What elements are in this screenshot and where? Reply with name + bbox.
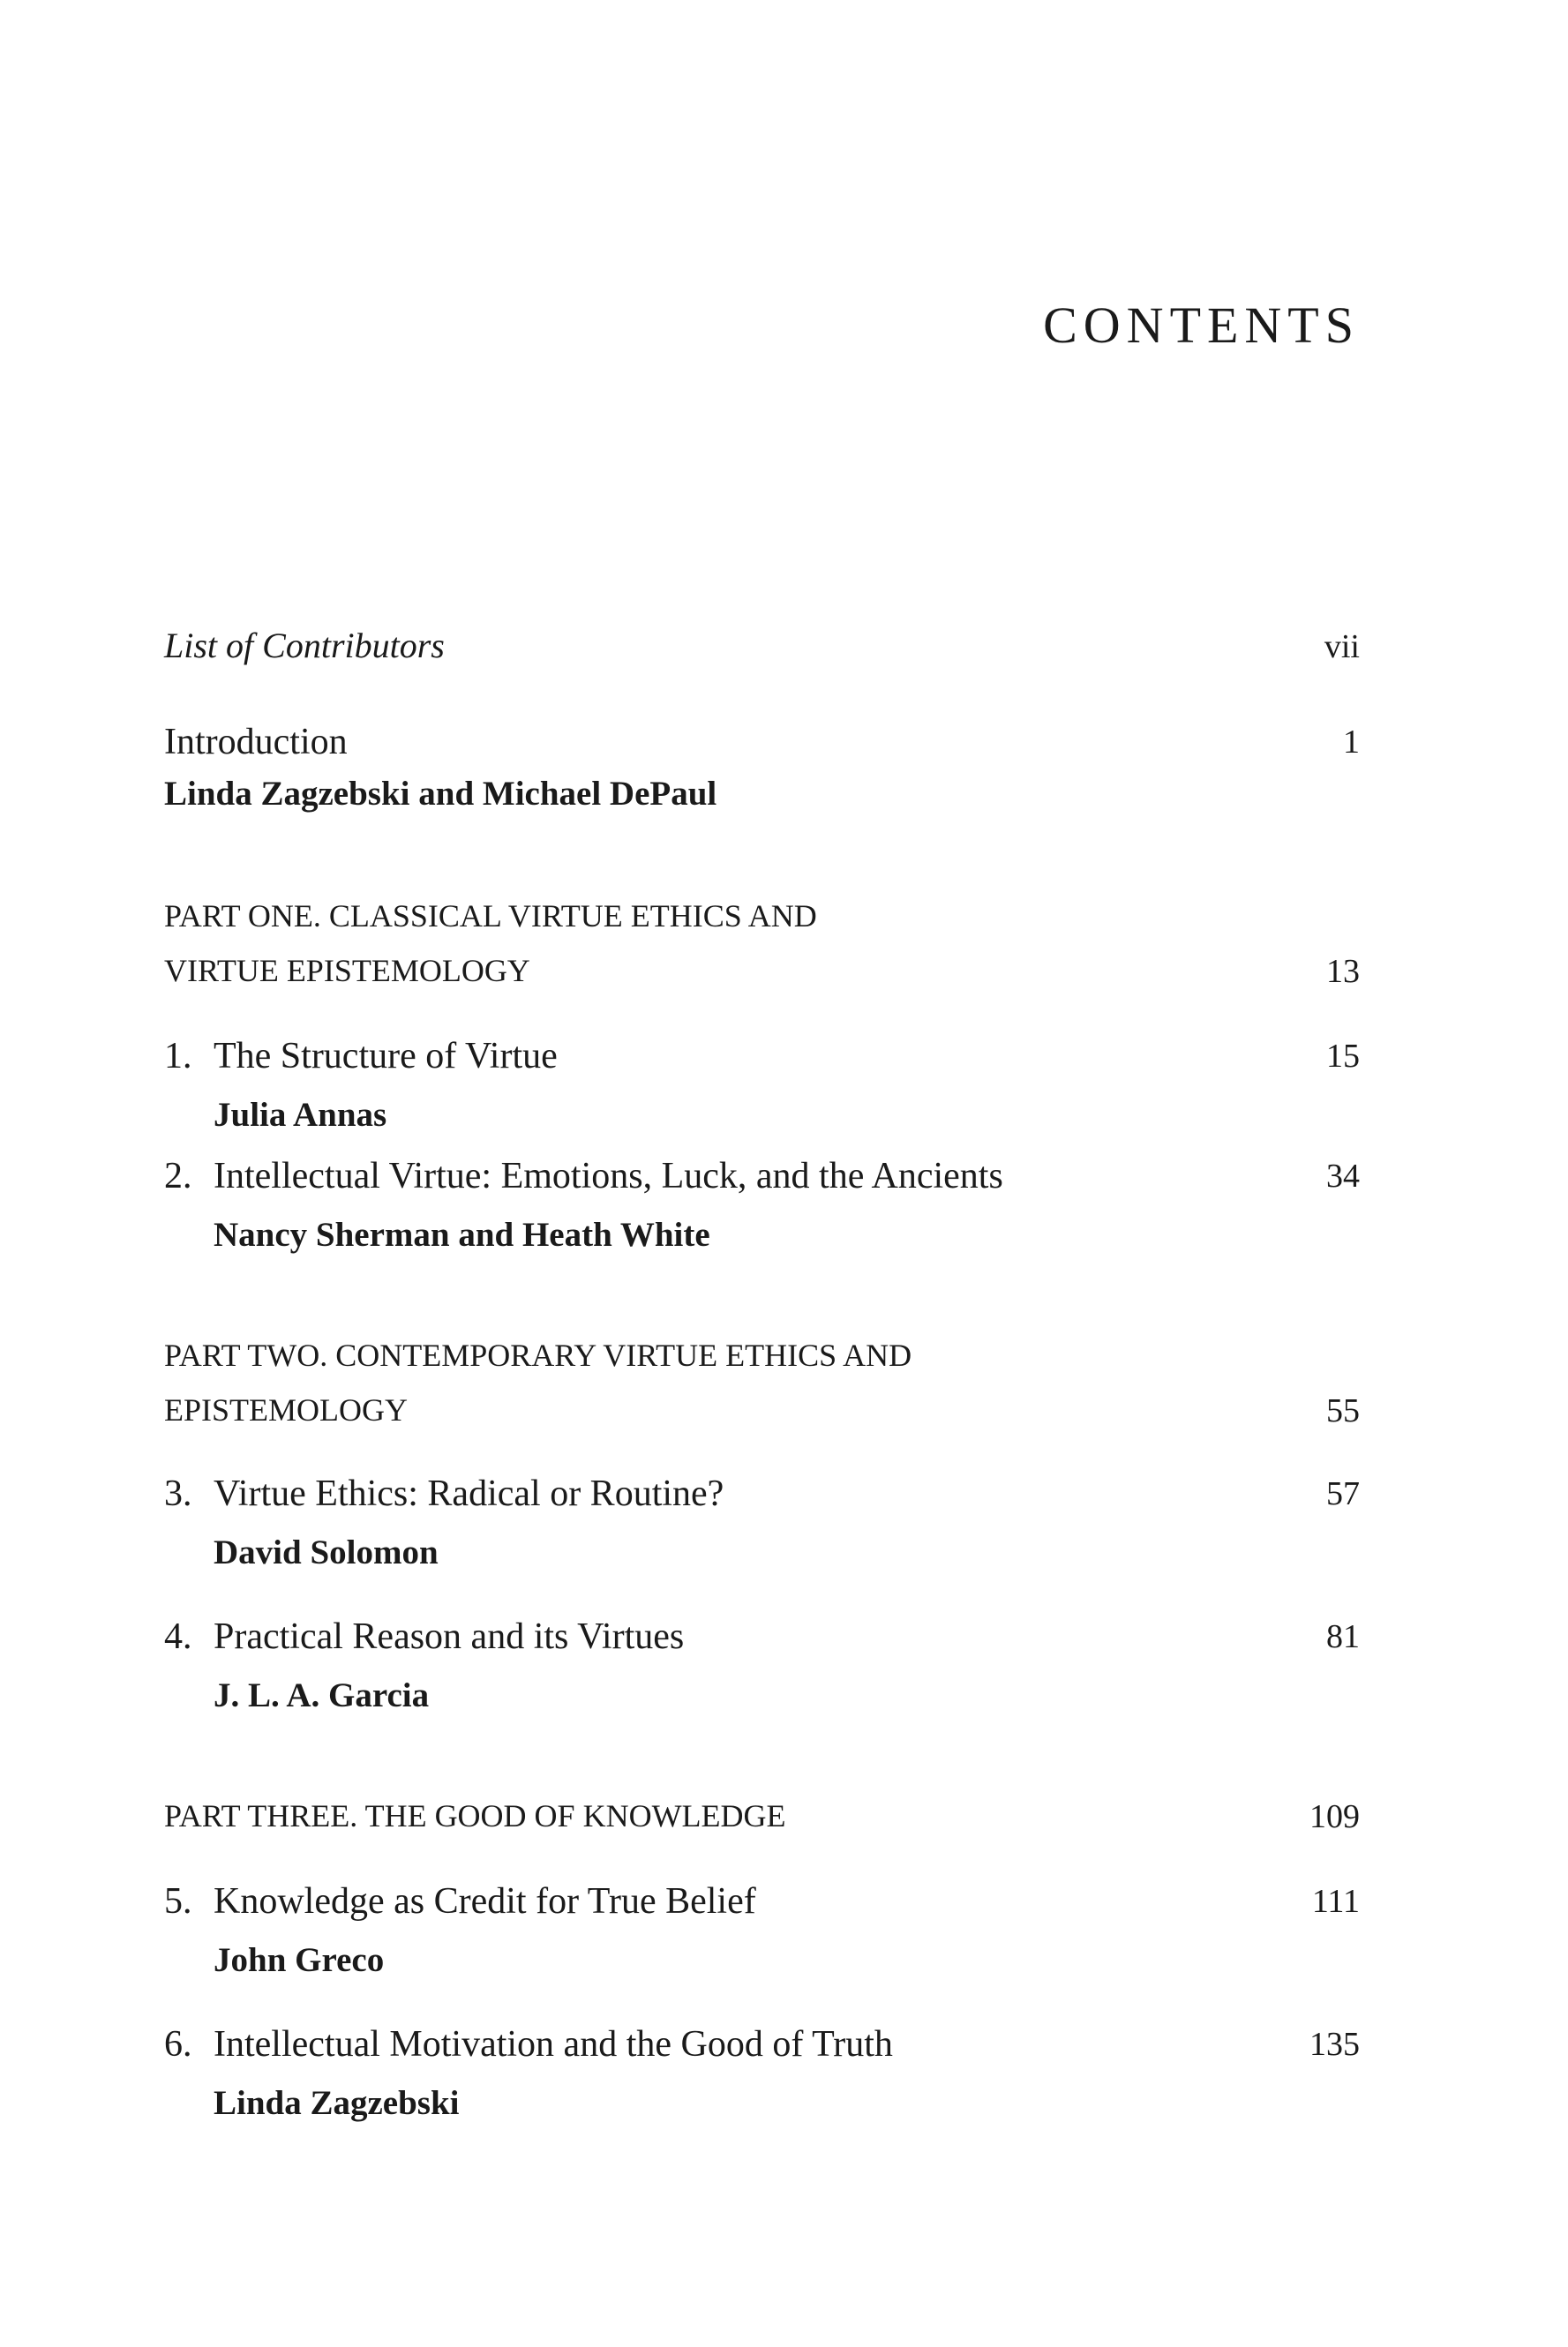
contributors-page: vii — [1324, 628, 1360, 665]
chapter-5-author: John Greco — [214, 1941, 385, 1979]
chapter-3-author: David Solomon — [214, 1533, 439, 1571]
chapter-2-number: 2. — [164, 1156, 192, 1196]
chapter-1-number: 1. — [164, 1036, 192, 1076]
chapter-4-number: 4. — [164, 1616, 192, 1657]
part-two-page: 55 — [1326, 1392, 1360, 1429]
chapter-6-page: 135 — [1309, 2026, 1360, 2063]
chapter-2-title[interactable]: Intellectual Virtue: Emotions, Luck, and the Ancients — [214, 1156, 1003, 1196]
introduction-author: Linda Zagzebski and Michael DePaul — [164, 775, 717, 813]
chapter-5-title[interactable]: Knowledge as Credit for True Belief — [214, 1881, 756, 1922]
part-two-heading-line1[interactable]: PART TWO. CONTEMPORARY VIRTUE ETHICS AND — [164, 1338, 912, 1373]
chapter-6-author: Linda Zagzebski — [214, 2084, 460, 2122]
chapter-1-author: Julia Annas — [214, 1096, 387, 1134]
part-one-heading-line2[interactable]: VIRTUE EPISTEMOLOGY — [164, 953, 530, 988]
chapter-4-author: J. L. A. Garcia — [214, 1676, 430, 1714]
chapter-3-title[interactable]: Virtue Ethics: Radical or Routine? — [214, 1473, 724, 1514]
chapter-6-number: 6. — [164, 2024, 192, 2065]
introduction-title[interactable]: Introduction — [164, 722, 348, 762]
chapter-4-title[interactable]: Practical Reason and its Virtues — [214, 1616, 685, 1657]
chapter-6-title[interactable]: Intellectual Motivation and the Good of Truth — [214, 2024, 893, 2065]
chapter-3-number: 3. — [164, 1473, 192, 1514]
introduction-page: 1 — [1343, 724, 1360, 761]
chapter-5-number: 5. — [164, 1881, 192, 1922]
contributors-label[interactable]: List of Contributors — [164, 626, 445, 665]
chapter-2-author: Nancy Sherman and Heath White — [214, 1216, 710, 1254]
chapter-5-page: 111 — [1311, 1883, 1360, 1920]
part-one-heading-line1[interactable]: PART ONE. CLASSICAL VIRTUE ETHICS AND — [164, 898, 817, 934]
chapter-1-page: 15 — [1326, 1038, 1360, 1075]
page-title: CONTENTS — [1043, 296, 1360, 354]
part-three-page: 109 — [1309, 1798, 1360, 1835]
part-two-heading-line2[interactable]: EPISTEMOLOGY — [164, 1392, 408, 1428]
chapter-2-page: 34 — [1326, 1158, 1360, 1195]
chapter-3-page: 57 — [1326, 1475, 1360, 1512]
part-one-page: 13 — [1326, 953, 1360, 990]
part-three-heading[interactable]: PART THREE. THE GOOD OF KNOWLEDGE — [164, 1798, 786, 1833]
chapter-1-title[interactable]: The Structure of Virtue — [214, 1036, 558, 1076]
chapter-4-page: 81 — [1326, 1618, 1360, 1655]
